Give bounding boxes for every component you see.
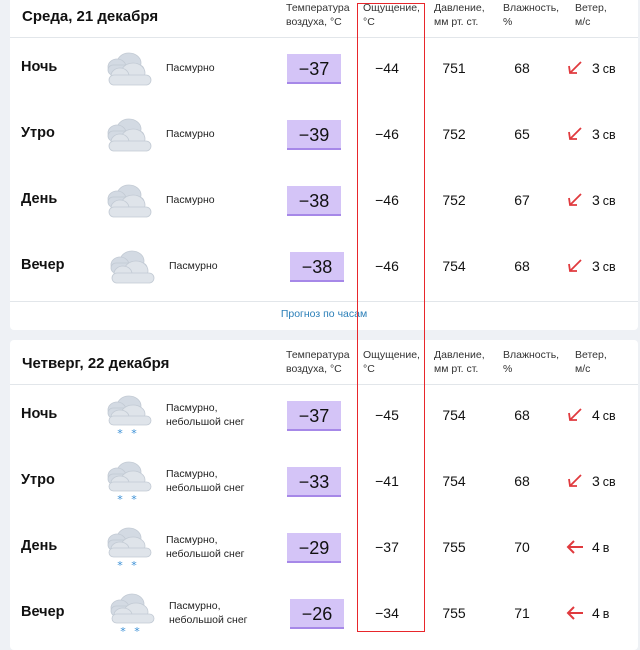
temperature-value: −37 bbox=[287, 54, 341, 84]
forecast-row-День bbox=[10, 169, 638, 235]
header-pressure: Давление, мм рт. ст. bbox=[434, 2, 485, 28]
condition-line: небольшой снег bbox=[166, 548, 245, 560]
wind-direction: св bbox=[602, 260, 616, 274]
temperature-value: −38 bbox=[287, 186, 341, 216]
wind-value bbox=[592, 258, 616, 274]
header-temp: Температура воздуха, °С bbox=[286, 349, 350, 375]
wind-speed: 4 bbox=[592, 605, 600, 621]
time-of-day: Ночь bbox=[21, 406, 58, 422]
pressure-value: 752 bbox=[442, 192, 466, 208]
wind-speed: 4 bbox=[592, 539, 600, 555]
wind-speed: 3 bbox=[592, 258, 600, 274]
time-of-day: Утро bbox=[21, 125, 55, 141]
pressure-value: 754 bbox=[442, 407, 466, 423]
condition-line: Пасмурно bbox=[166, 62, 215, 74]
wind-speed: 3 bbox=[592, 473, 600, 489]
arrow-down-left-icon bbox=[565, 125, 585, 143]
arrow-left-icon bbox=[565, 538, 585, 556]
time-of-day: День bbox=[21, 538, 58, 554]
cloud-snow-icon bbox=[98, 526, 154, 572]
condition-text bbox=[166, 61, 215, 75]
temperature-value: −37 bbox=[287, 401, 341, 431]
wind-value bbox=[592, 473, 616, 489]
cloud-snow-icon bbox=[101, 592, 157, 638]
wind-value bbox=[592, 539, 609, 555]
feels-like-value: −44 bbox=[375, 60, 399, 76]
temperature-value: −29 bbox=[287, 533, 341, 563]
arrow-down-left-icon bbox=[565, 59, 585, 77]
condition-line: небольшой снег bbox=[169, 614, 248, 626]
forecast-row-Вечер bbox=[10, 582, 638, 648]
condition-text bbox=[166, 401, 245, 429]
wind-speed: 3 bbox=[592, 192, 600, 208]
condition-line: небольшой снег bbox=[166, 482, 245, 494]
header-temp: Температура воздуха, °С bbox=[286, 2, 350, 28]
condition-line: небольшой снег bbox=[166, 416, 245, 428]
forecast-row-Утро bbox=[10, 450, 638, 516]
header-pressure: Давление, мм рт. ст. bbox=[434, 349, 485, 375]
svg-text:*: * bbox=[120, 625, 126, 638]
feels-like-value: −46 bbox=[375, 126, 399, 142]
wind-value bbox=[592, 407, 616, 423]
pressure-value: 751 bbox=[442, 60, 466, 76]
cloud-snow-icon bbox=[98, 394, 154, 440]
humidity-value: 68 bbox=[514, 258, 530, 274]
condition-text bbox=[169, 259, 218, 273]
condition-text bbox=[169, 599, 248, 627]
wind-value bbox=[592, 605, 609, 621]
time-of-day: Вечер bbox=[21, 257, 65, 273]
header-humidity: Влажность, % bbox=[503, 2, 560, 28]
pressure-value: 755 bbox=[442, 605, 466, 621]
pressure-value: 754 bbox=[442, 473, 466, 489]
feels-like-value: −34 bbox=[375, 605, 399, 621]
condition-text bbox=[166, 127, 215, 141]
condition-line: Пасмурно bbox=[166, 194, 215, 206]
wind-speed: 3 bbox=[592, 60, 600, 76]
condition-line: Пасмурно, bbox=[166, 534, 218, 546]
humidity-value: 70 bbox=[514, 539, 530, 555]
svg-text:*: * bbox=[134, 625, 140, 638]
feels-like-value: −41 bbox=[375, 473, 399, 489]
arrow-down-left-icon bbox=[565, 406, 585, 424]
day-title: Четверг, 22 декабря bbox=[22, 355, 170, 372]
svg-text:*: * bbox=[131, 493, 137, 506]
wind-value bbox=[592, 126, 616, 142]
temperature-value: −26 bbox=[290, 599, 344, 629]
humidity-value: 65 bbox=[514, 126, 530, 142]
svg-text:*: * bbox=[131, 427, 137, 440]
pressure-value: 754 bbox=[442, 258, 466, 274]
forecast-row-Ночь bbox=[10, 37, 638, 103]
wind-direction: св bbox=[602, 475, 616, 489]
wind-direction: св bbox=[602, 409, 616, 423]
wind-direction: св bbox=[602, 62, 616, 76]
day-card-2 bbox=[10, 340, 638, 650]
condition-line: Пасмурно, bbox=[169, 600, 221, 612]
forecast-row-Вечер bbox=[10, 235, 638, 301]
feels-like-value: −46 bbox=[375, 258, 399, 274]
forecast-row-Утро bbox=[10, 103, 638, 169]
cloud-icon bbox=[98, 179, 154, 225]
feels-like-value: −37 bbox=[375, 539, 399, 555]
header-wind: Ветер, м/с bbox=[575, 2, 607, 28]
condition-text bbox=[166, 533, 245, 561]
condition-line: Пасмурно, bbox=[166, 402, 218, 414]
temperature-value: −39 bbox=[287, 120, 341, 150]
condition-line: Пасмурно bbox=[166, 128, 215, 140]
humidity-value: 68 bbox=[514, 60, 530, 76]
time-of-day: Вечер bbox=[21, 604, 65, 620]
header-wind: Ветер, м/с bbox=[575, 349, 607, 375]
arrow-left-icon bbox=[565, 604, 585, 622]
time-of-day: Утро bbox=[21, 472, 55, 488]
arrow-down-left-icon bbox=[565, 472, 585, 490]
wind-direction: св bbox=[602, 128, 616, 142]
forecast-row-День bbox=[10, 516, 638, 582]
hourly-forecast-link[interactable]: Прогноз по часам bbox=[280, 308, 368, 320]
svg-text:*: * bbox=[131, 559, 137, 572]
wind-direction: в bbox=[602, 541, 610, 555]
cloud-icon bbox=[101, 245, 157, 291]
feels-like-value: −45 bbox=[375, 407, 399, 423]
temperature-value: −38 bbox=[290, 252, 344, 282]
temperature-value: −33 bbox=[287, 467, 341, 497]
pressure-value: 752 bbox=[442, 126, 466, 142]
time-of-day: День bbox=[21, 191, 58, 207]
feels-like-value: −46 bbox=[375, 192, 399, 208]
wind-direction: св bbox=[602, 194, 616, 208]
wind-value bbox=[592, 60, 616, 76]
header-humidity: Влажность, % bbox=[503, 349, 560, 375]
condition-line: Пасмурно bbox=[169, 260, 218, 272]
wind-speed: 3 bbox=[592, 126, 600, 142]
condition-text bbox=[166, 467, 245, 495]
header-feel: Ощущение, °С bbox=[363, 2, 420, 28]
divider bbox=[10, 301, 638, 302]
humidity-value: 68 bbox=[514, 407, 530, 423]
wind-speed: 4 bbox=[592, 407, 600, 423]
svg-text:*: * bbox=[117, 427, 123, 440]
forecast-row-Ночь bbox=[10, 384, 638, 450]
condition-text bbox=[166, 193, 215, 207]
pressure-value: 755 bbox=[442, 539, 466, 555]
condition-line: Пасмурно, bbox=[166, 468, 218, 480]
cloud-icon bbox=[98, 47, 154, 93]
cloud-icon bbox=[98, 113, 154, 159]
time-of-day: Ночь bbox=[21, 59, 58, 75]
wind-value bbox=[592, 192, 616, 208]
svg-text:*: * bbox=[117, 559, 123, 572]
svg-text:*: * bbox=[117, 493, 123, 506]
wind-direction: в bbox=[602, 607, 610, 621]
day-card-1 bbox=[10, 0, 638, 330]
day-title: Среда, 21 декабря bbox=[22, 8, 159, 25]
cloud-snow-icon bbox=[98, 460, 154, 506]
arrow-down-left-icon bbox=[565, 257, 585, 275]
header-feel: Ощущение, °С bbox=[363, 349, 420, 375]
humidity-value: 67 bbox=[514, 192, 530, 208]
arrow-down-left-icon bbox=[565, 191, 585, 209]
humidity-value: 71 bbox=[514, 605, 530, 621]
humidity-value: 68 bbox=[514, 473, 530, 489]
